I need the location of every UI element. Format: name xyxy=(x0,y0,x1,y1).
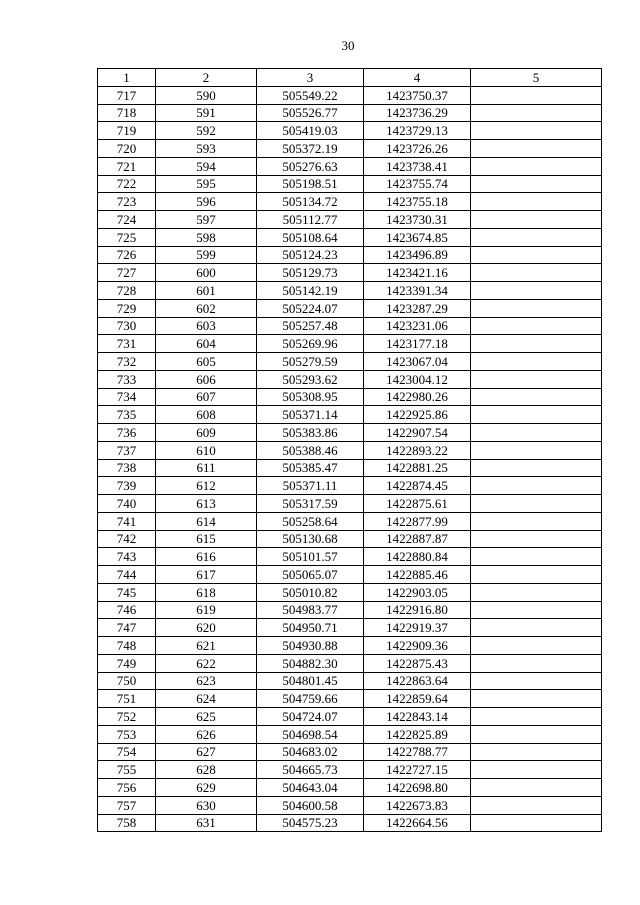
table-row xyxy=(98,211,602,229)
table-cell-col-1: 749 xyxy=(98,654,156,672)
table-cell-col-1: 754 xyxy=(98,743,156,761)
table-row xyxy=(98,512,602,530)
table-cell-col-4: 1423738.41 xyxy=(364,157,471,175)
table-row xyxy=(98,228,602,246)
table-cell-col-2: 601 xyxy=(156,282,257,300)
table-cell-col-3: 505130.68 xyxy=(257,530,364,548)
table-cell-col-1: 753 xyxy=(98,725,156,743)
table-cell-col-3: 505419.03 xyxy=(257,122,364,140)
table-cell-col-4: 1422863.64 xyxy=(364,672,471,690)
table-cell-col-2: 628 xyxy=(156,761,257,779)
table-cell-col-1: 725 xyxy=(98,228,156,246)
table-cell-col-3: 504665.73 xyxy=(257,761,364,779)
table-row xyxy=(98,353,602,371)
table-cell-col-2: 592 xyxy=(156,122,257,140)
table-row xyxy=(98,708,602,726)
table-cell-col-2: 590 xyxy=(156,86,257,104)
table-cell-col-2: 608 xyxy=(156,406,257,424)
table-cell-col-5 xyxy=(471,743,602,761)
table-row xyxy=(98,779,602,797)
table-cell-col-4: 1423004.12 xyxy=(364,370,471,388)
table-cell-col-5 xyxy=(471,86,602,104)
table-row xyxy=(98,157,602,175)
table-cell-col-5 xyxy=(471,637,602,655)
table-cell-col-5 xyxy=(471,725,602,743)
table-cell-col-1: 729 xyxy=(98,299,156,317)
table-cell-col-3: 505279.59 xyxy=(257,353,364,371)
table-cell-col-3: 505371.11 xyxy=(257,477,364,495)
table-cell-col-1: 756 xyxy=(98,779,156,797)
table-cell-col-1: 751 xyxy=(98,690,156,708)
table-cell-col-5 xyxy=(471,619,602,637)
table-cell-col-2: 619 xyxy=(156,601,257,619)
table-cell-col-1: 747 xyxy=(98,619,156,637)
table-row xyxy=(98,725,602,743)
table-cell-col-2: 598 xyxy=(156,228,257,246)
table-cell-col-1: 744 xyxy=(98,566,156,584)
table-cell-col-5 xyxy=(471,317,602,335)
table-cell-col-5 xyxy=(471,779,602,797)
table-cell-col-3: 504801.45 xyxy=(257,672,364,690)
table-cell-col-4: 1423736.29 xyxy=(364,104,471,122)
table-cell-col-2: 621 xyxy=(156,637,257,655)
table-cell-col-3: 505276.63 xyxy=(257,157,364,175)
table-cell-col-4: 1423730.31 xyxy=(364,211,471,229)
table-cell-col-5 xyxy=(471,441,602,459)
table-cell-col-3: 505308.95 xyxy=(257,388,364,406)
table-row xyxy=(98,672,602,690)
table-cell-col-2: 595 xyxy=(156,175,257,193)
table-cell-col-2: 607 xyxy=(156,388,257,406)
table-cell-col-3: 504643.04 xyxy=(257,779,364,797)
table-row xyxy=(98,104,602,122)
table-cell-col-2: 606 xyxy=(156,370,257,388)
table-cell-col-3: 505549.22 xyxy=(257,86,364,104)
table-cell-col-1: 727 xyxy=(98,264,156,282)
table-cell-col-5 xyxy=(471,566,602,584)
table-cell-col-2: 604 xyxy=(156,335,257,353)
table-row xyxy=(98,140,602,158)
table-cell-col-5 xyxy=(471,157,602,175)
table-cell-col-1: 724 xyxy=(98,211,156,229)
table-cell-col-4: 1422881.25 xyxy=(364,459,471,477)
table-cell-col-1: 723 xyxy=(98,193,156,211)
column-header-4: 4 xyxy=(364,69,471,87)
table-cell-col-4: 1422925.86 xyxy=(364,406,471,424)
table-cell-col-1: 720 xyxy=(98,140,156,158)
column-header-5: 5 xyxy=(471,69,602,87)
table-cell-col-4: 1422859.64 xyxy=(364,690,471,708)
table-cell-col-2: 609 xyxy=(156,424,257,442)
table-cell-col-4: 1423750.37 xyxy=(364,86,471,104)
table-cell-col-4: 1422907.54 xyxy=(364,424,471,442)
table-cell-col-4: 1423755.74 xyxy=(364,175,471,193)
table-cell-col-2: 629 xyxy=(156,779,257,797)
table-body xyxy=(98,86,602,832)
table-cell-col-2: 618 xyxy=(156,583,257,601)
table-cell-col-4: 1422909.36 xyxy=(364,637,471,655)
table-row xyxy=(98,193,602,211)
table-cell-col-3: 505371.14 xyxy=(257,406,364,424)
table-cell-col-3: 505142.19 xyxy=(257,282,364,300)
table-cell-col-3: 505388.46 xyxy=(257,441,364,459)
table-cell-col-2: 622 xyxy=(156,654,257,672)
table-cell-col-5 xyxy=(471,708,602,726)
table-cell-col-3: 505526.77 xyxy=(257,104,364,122)
table-cell-col-4: 1422875.43 xyxy=(364,654,471,672)
table-cell-col-1: 755 xyxy=(98,761,156,779)
table-cell-col-5 xyxy=(471,583,602,601)
table-cell-col-2: 630 xyxy=(156,796,257,814)
table-cell-col-2: 591 xyxy=(156,104,257,122)
table-cell-col-1: 718 xyxy=(98,104,156,122)
table-cell-col-1: 722 xyxy=(98,175,156,193)
table-row xyxy=(98,530,602,548)
column-header-1: 1 xyxy=(98,69,156,87)
table-cell-col-2: 616 xyxy=(156,548,257,566)
table-cell-col-5 xyxy=(471,548,602,566)
table-cell-col-3: 505124.23 xyxy=(257,246,364,264)
table-row xyxy=(98,335,602,353)
table-cell-col-2: 631 xyxy=(156,814,257,832)
table-cell-col-3: 505010.82 xyxy=(257,583,364,601)
table-cell-col-4: 1422880.84 xyxy=(364,548,471,566)
table-cell-col-1: 752 xyxy=(98,708,156,726)
table-row xyxy=(98,566,602,584)
table-cell-col-5 xyxy=(471,299,602,317)
table-cell-col-2: 614 xyxy=(156,512,257,530)
table-cell-col-2: 593 xyxy=(156,140,257,158)
table-cell-col-1: 733 xyxy=(98,370,156,388)
table-cell-col-5 xyxy=(471,672,602,690)
table-cell-col-4: 1422664.56 xyxy=(364,814,471,832)
page-number: 30 xyxy=(341,38,355,53)
table-row xyxy=(98,743,602,761)
table-row xyxy=(98,583,602,601)
table-cell-col-2: 612 xyxy=(156,477,257,495)
table-cell-col-3: 505134.72 xyxy=(257,193,364,211)
table-cell-col-2: 611 xyxy=(156,459,257,477)
table-cell-col-3: 504698.54 xyxy=(257,725,364,743)
table-cell-col-2: 594 xyxy=(156,157,257,175)
table-cell-col-1: 746 xyxy=(98,601,156,619)
table-cell-col-1: 743 xyxy=(98,548,156,566)
table-row xyxy=(98,761,602,779)
table-cell-col-5 xyxy=(471,140,602,158)
table-cell-col-1: 721 xyxy=(98,157,156,175)
table-cell-col-2: 627 xyxy=(156,743,257,761)
table-cell-col-3: 505198.51 xyxy=(257,175,364,193)
table-cell-col-2: 602 xyxy=(156,299,257,317)
table-cell-col-5 xyxy=(471,193,602,211)
table-cell-col-4: 1423231.06 xyxy=(364,317,471,335)
table-cell-col-5 xyxy=(471,654,602,672)
table-cell-col-3: 505108.64 xyxy=(257,228,364,246)
table-cell-col-1: 730 xyxy=(98,317,156,335)
table-row xyxy=(98,654,602,672)
table-cell-col-3: 504950.71 xyxy=(257,619,364,637)
table-row xyxy=(98,246,602,264)
table-cell-col-5 xyxy=(471,246,602,264)
table-cell-col-4: 1422916.80 xyxy=(364,601,471,619)
table-row xyxy=(98,814,602,832)
table-row xyxy=(98,796,602,814)
table-cell-col-2: 624 xyxy=(156,690,257,708)
table-cell-col-1: 745 xyxy=(98,583,156,601)
table-cell-col-3: 505257.48 xyxy=(257,317,364,335)
table-cell-col-5 xyxy=(471,282,602,300)
table-cell-col-5 xyxy=(471,104,602,122)
header-row xyxy=(98,69,602,87)
table-cell-col-3: 504600.58 xyxy=(257,796,364,814)
table-cell-col-2: 623 xyxy=(156,672,257,690)
table-cell-col-2: 610 xyxy=(156,441,257,459)
table-cell-col-1: 732 xyxy=(98,353,156,371)
table-cell-col-3: 505383.86 xyxy=(257,424,364,442)
table-row xyxy=(98,548,602,566)
table-cell-col-4: 1422875.61 xyxy=(364,495,471,513)
table-row xyxy=(98,495,602,513)
table-cell-col-4: 1423287.29 xyxy=(364,299,471,317)
table-cell-col-3: 505317.59 xyxy=(257,495,364,513)
table-cell-col-4: 1422885.46 xyxy=(364,566,471,584)
table-cell-col-2: 626 xyxy=(156,725,257,743)
table-cell-col-5 xyxy=(471,690,602,708)
table-cell-col-1: 758 xyxy=(98,814,156,832)
table-cell-col-4: 1422874.45 xyxy=(364,477,471,495)
table-cell-col-4: 1422825.89 xyxy=(364,725,471,743)
table-cell-col-2: 605 xyxy=(156,353,257,371)
table-cell-col-5 xyxy=(471,512,602,530)
table-cell-col-5 xyxy=(471,122,602,140)
table-cell-col-1: 750 xyxy=(98,672,156,690)
table-row xyxy=(98,637,602,655)
table-cell-col-5 xyxy=(471,353,602,371)
table-cell-col-3: 504930.88 xyxy=(257,637,364,655)
table-cell-col-3: 504724.07 xyxy=(257,708,364,726)
table-cell-col-3: 505385.47 xyxy=(257,459,364,477)
table-cell-col-4: 1423421.16 xyxy=(364,264,471,282)
table-cell-col-3: 504759.66 xyxy=(257,690,364,708)
table-cell-col-5 xyxy=(471,335,602,353)
table-cell-col-4: 1423729.13 xyxy=(364,122,471,140)
table-cell-col-3: 505372.19 xyxy=(257,140,364,158)
table-cell-col-2: 603 xyxy=(156,317,257,335)
table-row xyxy=(98,175,602,193)
table-cell-col-5 xyxy=(471,495,602,513)
table-cell-col-4: 1423391.34 xyxy=(364,282,471,300)
table-row xyxy=(98,406,602,424)
table-cell-col-1: 748 xyxy=(98,637,156,655)
table-cell-col-1: 735 xyxy=(98,406,156,424)
table-cell-col-1: 757 xyxy=(98,796,156,814)
column-header-3: 3 xyxy=(257,69,364,87)
table-cell-col-1: 739 xyxy=(98,477,156,495)
table-row xyxy=(98,477,602,495)
table-cell-col-3: 505269.96 xyxy=(257,335,364,353)
table-row xyxy=(98,264,602,282)
table-cell-col-5 xyxy=(471,424,602,442)
table-cell-col-2: 613 xyxy=(156,495,257,513)
table-cell-col-3: 504882.30 xyxy=(257,654,364,672)
table-cell-col-4: 1422887.87 xyxy=(364,530,471,548)
table-cell-col-5 xyxy=(471,477,602,495)
table-cell-col-1: 740 xyxy=(98,495,156,513)
table-cell-col-2: 597 xyxy=(156,211,257,229)
table-cell-col-1: 734 xyxy=(98,388,156,406)
table-cell-col-4: 1422727.15 xyxy=(364,761,471,779)
table-cell-col-4: 1423726.26 xyxy=(364,140,471,158)
table-cell-col-4: 1423674.85 xyxy=(364,228,471,246)
table-cell-col-1: 719 xyxy=(98,122,156,140)
table-row xyxy=(98,299,602,317)
table-row xyxy=(98,282,602,300)
table-cell-col-3: 505101.57 xyxy=(257,548,364,566)
table-cell-col-4: 1422698.80 xyxy=(364,779,471,797)
table-cell-col-2: 596 xyxy=(156,193,257,211)
table-cell-col-2: 625 xyxy=(156,708,257,726)
table-row xyxy=(98,424,602,442)
table-cell-col-5 xyxy=(471,530,602,548)
table-row xyxy=(98,388,602,406)
table-cell-col-1: 726 xyxy=(98,246,156,264)
table-cell-col-1: 742 xyxy=(98,530,156,548)
table-cell-col-1: 741 xyxy=(98,512,156,530)
table-cell-col-4: 1422843.14 xyxy=(364,708,471,726)
table-row xyxy=(98,601,602,619)
table-cell-col-3: 505112.77 xyxy=(257,211,364,229)
table-row xyxy=(98,459,602,477)
table-cell-col-4: 1423067.04 xyxy=(364,353,471,371)
table-cell-col-3: 505293.62 xyxy=(257,370,364,388)
table-cell-col-4: 1423496.89 xyxy=(364,246,471,264)
table-cell-col-3: 505258.64 xyxy=(257,512,364,530)
table-cell-col-5 xyxy=(471,761,602,779)
table-cell-col-4: 1422877.99 xyxy=(364,512,471,530)
table-row xyxy=(98,122,602,140)
table-row xyxy=(98,619,602,637)
table-cell-col-2: 600 xyxy=(156,264,257,282)
table-cell-col-2: 620 xyxy=(156,619,257,637)
table-cell-col-5 xyxy=(471,175,602,193)
table-cell-col-5 xyxy=(471,211,602,229)
table-cell-col-5 xyxy=(471,228,602,246)
table-cell-col-4: 1422980.26 xyxy=(364,388,471,406)
coordinates-table xyxy=(97,68,602,832)
table-cell-col-5 xyxy=(471,796,602,814)
table-cell-col-1: 731 xyxy=(98,335,156,353)
table-cell-col-5 xyxy=(471,264,602,282)
table-cell-col-4: 1422903.05 xyxy=(364,583,471,601)
table-cell-col-5 xyxy=(471,388,602,406)
table-cell-col-2: 617 xyxy=(156,566,257,584)
table-cell-col-1: 738 xyxy=(98,459,156,477)
table-cell-col-3: 504575.23 xyxy=(257,814,364,832)
table-row xyxy=(98,690,602,708)
table-cell-col-5 xyxy=(471,370,602,388)
table-cell-col-4: 1422788.77 xyxy=(364,743,471,761)
table-cell-col-1: 737 xyxy=(98,441,156,459)
table-cell-col-4: 1422673.83 xyxy=(364,796,471,814)
table-cell-col-4: 1422919.37 xyxy=(364,619,471,637)
table-cell-col-5 xyxy=(471,814,602,832)
table-cell-col-3: 504983.77 xyxy=(257,601,364,619)
table-cell-col-3: 505065.07 xyxy=(257,566,364,584)
column-header-2: 2 xyxy=(156,69,257,87)
table-cell-col-3: 505129.73 xyxy=(257,264,364,282)
table-cell-col-5 xyxy=(471,459,602,477)
table-row xyxy=(98,317,602,335)
table-row xyxy=(98,86,602,104)
table-cell-col-4: 1423177.18 xyxy=(364,335,471,353)
table-header xyxy=(98,69,602,87)
table-cell-col-1: 728 xyxy=(98,282,156,300)
table-cell-col-3: 505224.07 xyxy=(257,299,364,317)
table-cell-col-1: 717 xyxy=(98,86,156,104)
table-cell-col-3: 504683.02 xyxy=(257,743,364,761)
table-row xyxy=(98,370,602,388)
table-row xyxy=(98,441,602,459)
table-cell-col-2: 615 xyxy=(156,530,257,548)
table-cell-col-1: 736 xyxy=(98,424,156,442)
table-cell-col-4: 1422893.22 xyxy=(364,441,471,459)
table-cell-col-5 xyxy=(471,406,602,424)
table-cell-col-4: 1423755.18 xyxy=(364,193,471,211)
table-cell-col-2: 599 xyxy=(156,246,257,264)
table-cell-col-5 xyxy=(471,601,602,619)
